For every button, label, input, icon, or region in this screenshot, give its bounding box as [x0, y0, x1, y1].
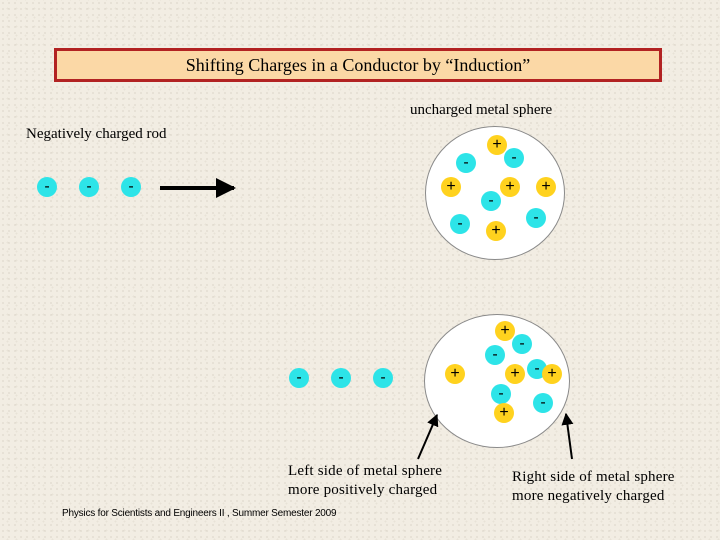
rod-charge-negative: - [79, 177, 99, 197]
positive-charge: + [542, 364, 562, 384]
negative-charge: - [526, 208, 546, 228]
left-pointer-arrow [418, 415, 437, 459]
negative-charge: - [491, 384, 511, 404]
rod-charge-negative: - [289, 368, 309, 388]
title-text: Shifting Charges in a Conductor by “Induction” [185, 54, 531, 75]
slide-title [54, 48, 662, 82]
left-note-line-2: more positively charged [288, 482, 438, 498]
right-note-line-2: more negatively charged [512, 488, 665, 504]
left-note-line-1: Left side of metal sphere [288, 463, 443, 479]
rod-charge-negative: - [331, 368, 351, 388]
positive-charge: + [495, 321, 515, 341]
negative-charge: - [485, 345, 505, 365]
positive-charge: + [536, 177, 556, 197]
footer-text: Physics for Scientists and Engineers II , Summer Semester 2009 [62, 508, 337, 519]
negative-charge: - [456, 153, 476, 173]
negative-charge: - [450, 214, 470, 234]
right-side-note [512, 468, 675, 506]
rod-label: Negatively charged rod [26, 126, 167, 142]
right-pointer-arrow [566, 414, 572, 459]
rod-charge-negative: - [37, 177, 57, 197]
right-note-line-1: Right side of metal sphere [512, 469, 675, 485]
positive-charge: + [487, 135, 507, 155]
negative-charge: - [504, 148, 524, 168]
positive-charge: + [445, 364, 465, 384]
negative-charge: - [512, 334, 532, 354]
rod-charge-negative: - [121, 177, 141, 197]
left-side-note [288, 462, 442, 500]
sphere-label: uncharged metal sphere [410, 102, 553, 118]
rod-charge-negative: - [373, 368, 393, 388]
negative-charge: - [527, 359, 547, 379]
positive-charge: + [505, 364, 525, 384]
negative-charge: - [481, 191, 501, 211]
positive-charge: + [486, 221, 506, 241]
positive-charge: + [500, 177, 520, 197]
positive-charge: + [441, 177, 461, 197]
positive-charge: + [494, 403, 514, 423]
negative-charge: - [533, 393, 553, 413]
